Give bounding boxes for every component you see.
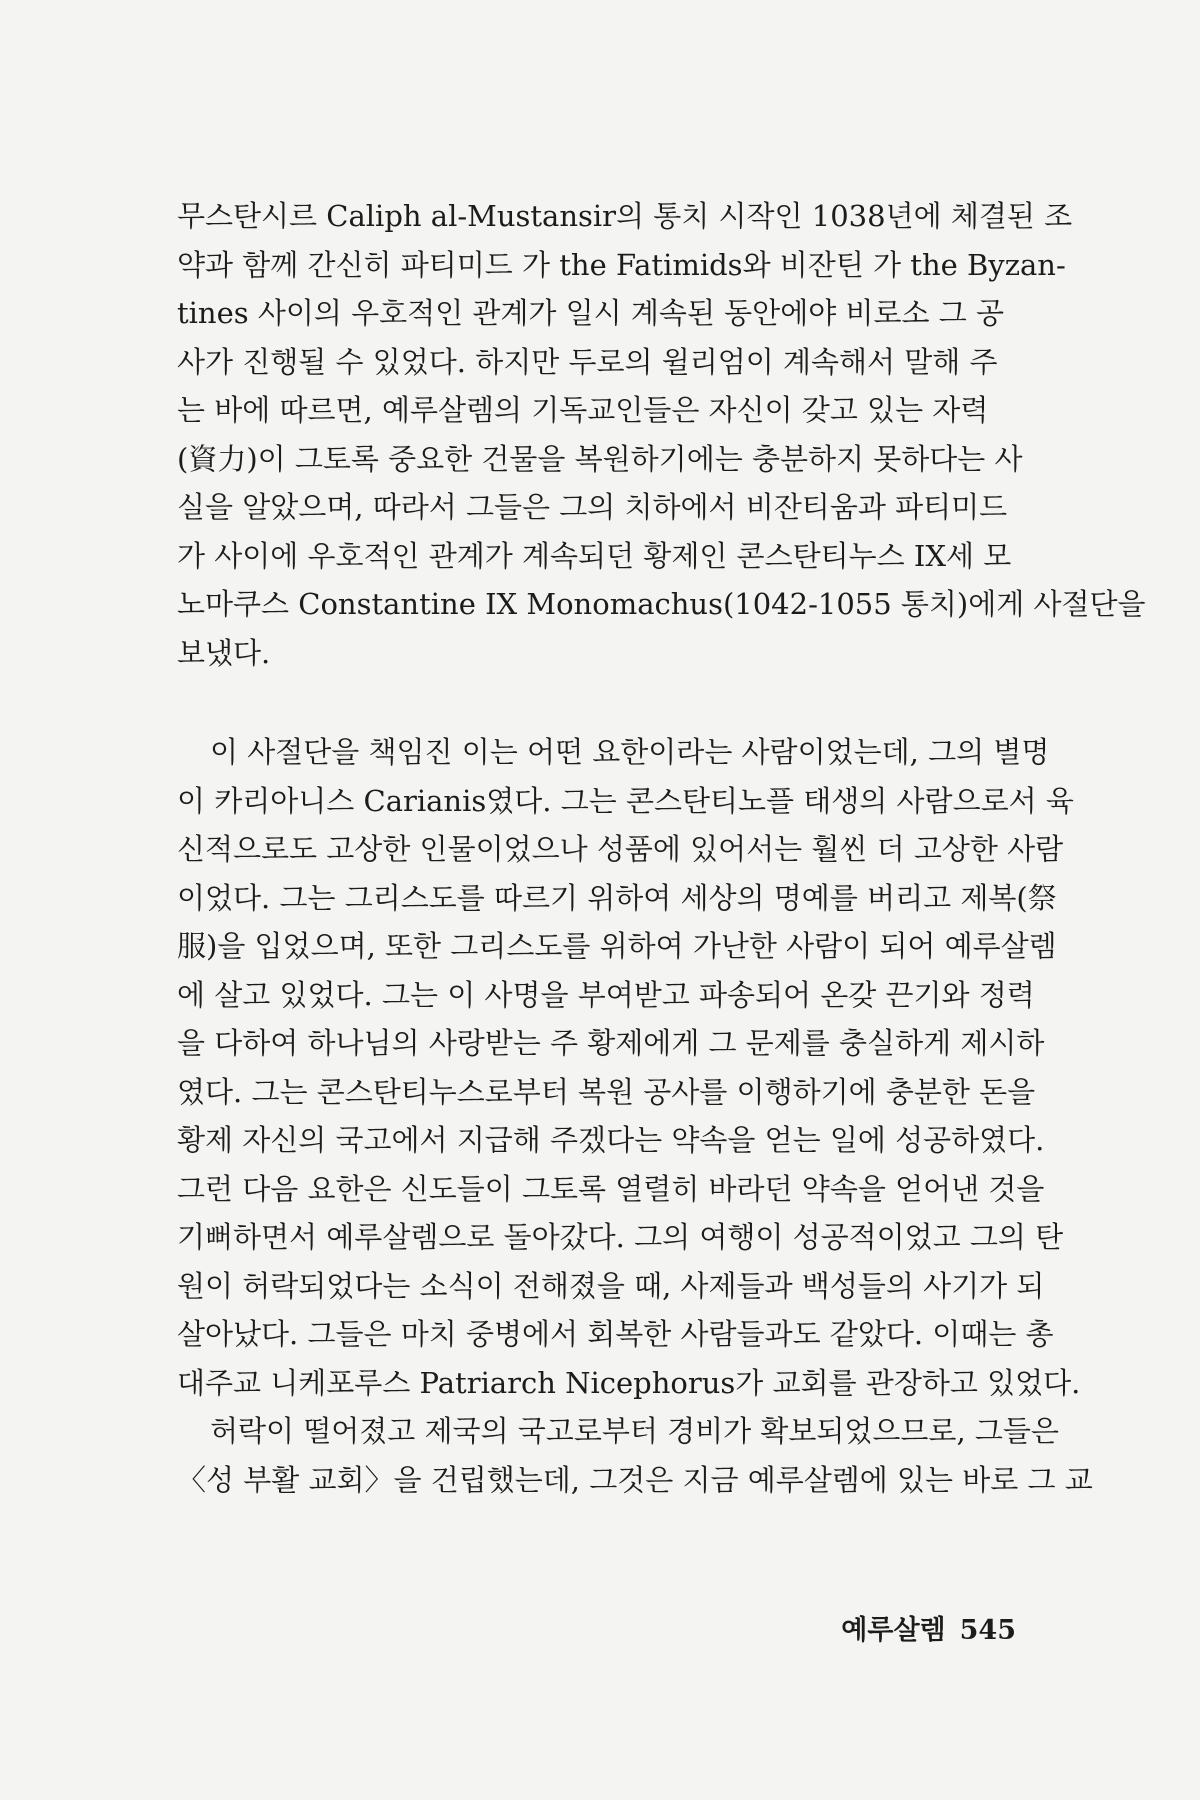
running-title: 예루살렘 bbox=[841, 1615, 946, 1646]
text-line: 허락이 떨어졌고 제국의 국고로부터 경비가 확보되었으므로, 그들은 bbox=[210, 1414, 1059, 1448]
text-line: 는 바에 따르면, 예루살렘의 기독교인들은 자신이 갖고 있는 자력 bbox=[177, 393, 989, 427]
text-line: 가 사이에 우호적인 관계가 계속되던 황제인 콘스탄티누스 IX세 모 bbox=[177, 538, 1012, 573]
text-line: 〈성 부활 교회〉을 건립했는데, 그것은 지금 예루살렘에 있는 바로 그 교 bbox=[177, 1462, 1093, 1497]
text-line: 을 다하여 하나님의 사랑받는 주 황제에게 그 문제를 충실하게 제시하 bbox=[177, 1026, 1045, 1060]
text-line: 였다. 그는 콘스탄티누스로부터 복원 공사를 이행하기에 충분한 돈을 bbox=[177, 1074, 1036, 1109]
text-line: 황제 자신의 국고에서 지급해 주겠다는 약속을 얻는 일에 성공하였다. bbox=[177, 1123, 1045, 1157]
text-line: 服)을 입었으며, 또한 그리스도를 위하여 가난한 사람이 되어 예루살렘 bbox=[177, 929, 1057, 963]
paragraphs-2-3 bbox=[177, 728, 1093, 1504]
text-line: 사가 진행될 수 있었다. 하지만 두로의 윌리엄이 계속해서 말해 주 bbox=[177, 344, 998, 379]
text-line: 노마쿠스 Constantine IX Monomachus(1042-1055 통치)에게 사절단을 bbox=[177, 587, 1146, 621]
text-line: 실을 알았으며, 따라서 그들은 그의 치하에서 비잔티움과 파티미드 bbox=[177, 490, 1008, 524]
text-line: 신적으로도 고상한 인물이었으나 성품에 있어서는 훨씬 더 고상한 사람 bbox=[177, 832, 1064, 866]
text-line: 살아났다. 그들은 마치 중병에서 회복한 사람들과도 같았다. 이때는 총 bbox=[177, 1317, 1054, 1351]
text-line: 약과 함께 간신히 파티미드 가 the Fatimids와 비잔틴 가 the Byzan- bbox=[177, 247, 1066, 282]
page-number: 545 bbox=[959, 1615, 1016, 1646]
text-line: 무스탄시르 Caliph al-Mustansir의 통치 시작인 1038년에 체결된 조 bbox=[177, 199, 1073, 233]
text-line: 이었다. 그는 그리스도를 따르기 위하여 세상의 명예를 버리고 제복(祭 bbox=[177, 880, 1057, 915]
text-line: 원이 허락되었다는 소식이 전해졌을 때, 사제들과 백성들의 사기가 되 bbox=[177, 1268, 1045, 1303]
text-line: 이 사절단을 책임진 이는 어떤 요한이라는 사람이었는데, 그의 별명 bbox=[210, 735, 1050, 769]
text-line: tines 사이의 우호적인 관계가 일시 계속된 동안에야 비로소 그 공 bbox=[177, 296, 1004, 330]
paragraph-1 bbox=[177, 192, 1146, 677]
text-line: 에 살고 있었다. 그는 이 사명을 부여받고 파송되어 온갖 끈기와 정력 bbox=[177, 977, 1035, 1012]
text-line: 그런 다음 요한은 신도들이 그토록 열렬히 바라던 약속을 얻어낸 것을 bbox=[177, 1171, 1045, 1206]
page-footer bbox=[841, 1608, 1016, 1647]
text-line: (資力)이 그토록 중요한 건물을 복원하기에는 충분하지 못하다는 사 bbox=[177, 441, 1023, 476]
text-line: 보냈다. bbox=[177, 635, 271, 670]
text-line: 대주교 니케포루스 Patriarch Nicephorus가 교회를 관장하고 있었다. bbox=[177, 1365, 1081, 1400]
text-line: 이 카리아니스 Carianis였다. 그는 콘스탄티노플 태생의 사람으로서 육 bbox=[177, 783, 1074, 818]
text-line: 기뻐하면서 예루살렘으로 돌아갔다. 그의 여행이 성공적이었고 그의 탄 bbox=[177, 1220, 1064, 1254]
